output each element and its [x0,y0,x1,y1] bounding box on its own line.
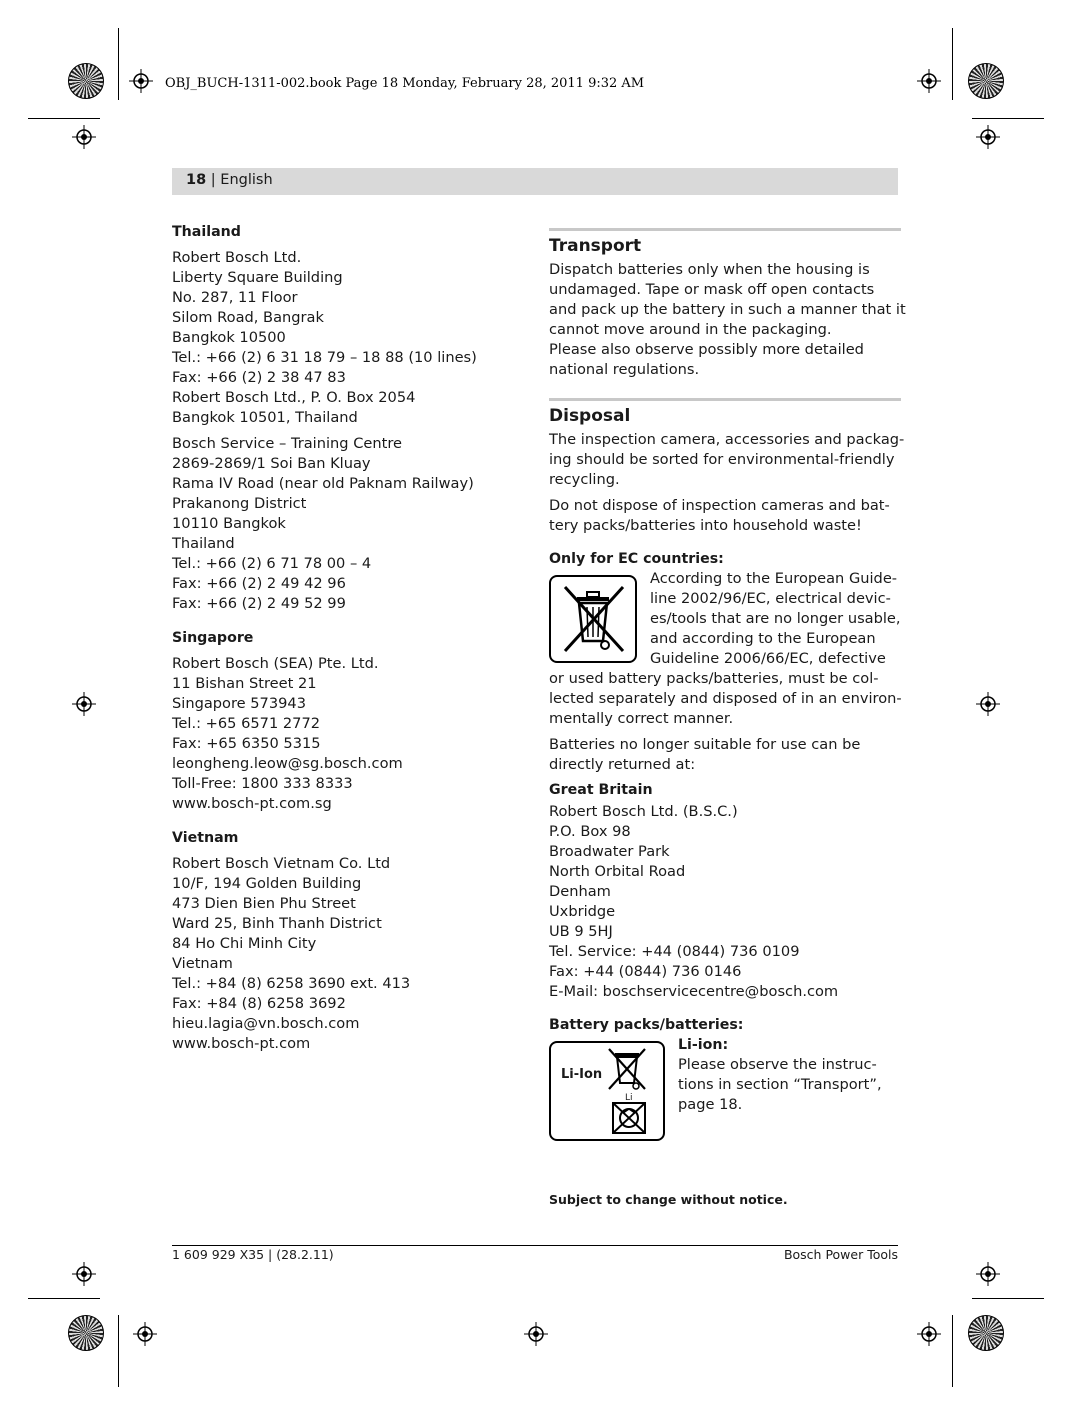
address-line: Denham [549,883,611,900]
text-line: es/tools that are no longer usable, [650,610,901,627]
right-column [549,222,906,1145]
disposal-text-1 [549,430,905,490]
address-line: Bangkok 10501, Thailand [172,409,358,426]
text-line: undamaged. Tape or mask off open contacts [549,281,875,298]
liion-heading: Li-ion: [678,1037,729,1053]
address-line: Tel.: +65 6571 2772 [172,715,321,732]
text-line: directly returned at: [549,756,696,773]
liion-recycling-icon [549,1041,665,1141]
address-line: Tel. Service: +44 (0844) 736 0109 [549,943,800,960]
registration-target-icon [976,125,1000,149]
great-britain-heading: Great Britain [549,782,653,798]
address-line: Uxbridge [549,903,616,920]
email-link[interactable]: leongheng.leow@sg.bosch.com [172,755,403,772]
address-line: Robert Bosch Vietnam Co. Ltd [172,855,391,872]
address-line: Fax: +44 (0844) 736 0146 [549,963,742,980]
text-line: line 2002/96/EC, electrical devic- [650,590,891,607]
battery-heading: Battery packs/batteries: [549,1017,744,1033]
weee-block [549,570,901,675]
address-line: Robert Bosch Ltd. [172,249,302,266]
text-line: The inspection camera, accessories and packag- [549,431,905,448]
address-line: Toll-Free: 1800 333 8333 [172,775,353,792]
page-header-bar [172,168,898,195]
address-line: 84 Ho Chi Minh City [172,935,317,952]
text-line: tions in section “Transport”, [678,1076,882,1093]
address-line: Tel.: +66 (2) 6 71 78 00 – 4 [172,555,372,572]
text-line: According to the European Guide- [650,570,898,587]
address-line: Fax: +84 (8) 6258 3692 [172,995,346,1012]
text-line[interactable]: page 18. [678,1096,743,1113]
registration-target-icon [72,1262,96,1286]
registration-target-icon [917,1322,941,1346]
page-header [186,172,273,188]
weee-wrap-text [650,569,902,669]
address-line: Singapore 573943 [172,695,306,712]
address-line: Robert Bosch (SEA) Pte. Ltd. [172,655,379,672]
registration-wheel-icon [968,1315,1004,1351]
text-line: lected separately and disposed of in an environ- [549,690,902,707]
text-line: Guideline 2006/66/EC, defective [650,650,886,667]
address-line: Liberty Square Building [172,269,343,286]
subject-to-change-note: Subject to change without notice. [549,1192,788,1207]
address-line: 473 Dien Bien Phu Street [172,895,356,912]
text-line: or used battery packs/batteries, must be col- [549,670,879,687]
great-britain-address [549,802,901,1002]
address-line: Fax: +65 6350 5315 [172,735,321,752]
registration-target-icon [917,69,941,93]
registration-target-icon [72,692,96,716]
address-line: 10/F, 194 Golden Building [172,875,362,892]
liion-icon-label: Li-Ion [561,1067,603,1082]
address-line: Fax: +66 (2) 2 49 52 99 [172,595,346,612]
weee-full-text [549,669,901,729]
address-line: Rama IV Road (near old Paknam Railway) [172,475,474,492]
text-line: Batteries no longer suitable for use can be [549,736,861,753]
header-language: English [220,172,273,188]
registration-target-icon [133,1322,157,1346]
address-line: No. 287, 11 Floor [172,289,298,306]
transport-title: Transport [549,236,642,256]
left-column [172,222,522,1054]
address-line: Tel.: +84 (8) 6258 3690 ext. 413 [172,975,411,992]
address-line: 2869-2869/1 Soi Ban Kluay [172,455,371,472]
header-separator: | [206,172,221,188]
address-line: Broadwater Park [549,843,670,860]
liion-block [549,1037,901,1145]
address-line: Bangkok 10500 [172,329,286,346]
ec-countries-heading: Only for EC countries: [549,551,724,567]
email-link[interactable]: E-Mail: boschservicecentre@bosch.com [549,983,839,1000]
address-line: Thailand [172,535,235,552]
text-line: tery packs/batteries into household waste! [549,517,862,534]
text-line: national regulations. [549,361,700,378]
registration-wheel-icon [68,63,104,99]
address-line: North Orbital Road [549,863,686,880]
address-line: 11 Bishan Street 21 [172,675,317,692]
address-line: Silom Road, Bangrak [172,309,324,326]
print-info: OBJ_BUCH-1311-002.book Page 18 Monday, February 28, 2011 9:32 AM [165,76,645,91]
address-line: Vietnam [172,955,233,972]
address-line: Fax: +66 (2) 2 38 47 83 [172,369,346,386]
footer-rule [172,1245,898,1246]
registration-wheel-icon [68,1315,104,1351]
text-line: Do not dispose of inspection cameras and bat- [549,497,890,514]
vietnam-address [172,854,522,1054]
liion-text [678,1035,902,1115]
text-line: recycling. [549,471,620,488]
address-line: UB 9 5HJ [549,923,613,940]
singapore-heading: Singapore [172,630,254,646]
registration-target-icon [976,1262,1000,1286]
returned-text [549,735,901,775]
text-line: and according to the European [650,630,876,647]
website-link[interactable]: www.bosch-pt.com.sg [172,795,332,812]
address-line: Prakanong District [172,495,307,512]
disposal-title: Disposal [549,406,631,426]
text-line: Please observe the instruc- [678,1056,877,1073]
address-line: Robert Bosch Ltd. (B.S.C.) [549,803,738,820]
registration-target-icon [72,125,96,149]
vietnam-heading: Vietnam [172,830,239,846]
address-line: Bosch Service – Training Centre [172,435,402,452]
thailand-address-2 [172,434,522,614]
address-line: 10110 Bangkok [172,515,286,532]
text-line: Please also observe possibly more detailed [549,341,864,358]
footer-brand: Bosch Power Tools [783,1247,898,1262]
registration-target-icon [524,1322,548,1346]
registration-target-icon [976,692,1000,716]
website-link[interactable]: www.bosch-pt.com [172,1035,311,1052]
registration-target-icon [129,69,153,93]
transport-text [549,260,906,380]
disposal-text-2 [549,496,901,536]
address-line: Fax: +66 (2) 2 49 42 96 [172,575,346,592]
text-line: Dispatch batteries only when the housing is [549,261,870,278]
page-number: 18 [186,172,207,188]
singapore-address [172,654,522,814]
thailand-heading: Thailand [172,224,241,240]
address-line: Ward 25, Binh Thanh District [172,915,382,932]
thailand-address-1 [172,248,522,428]
text-line: cannot move around in the packaging. [549,321,832,338]
address-line: Tel.: +66 (2) 6 31 18 79 – 18 88 (10 lines) [172,349,477,366]
text-line: and pack up the battery in such a manner that it [549,301,906,318]
text-line: ing should be sorted for environmental-friendly [549,451,895,468]
address-line: P.O. Box 98 [549,823,631,840]
address-line: Robert Bosch Ltd., P. O. Box 2054 [172,389,416,406]
registration-wheel-icon [968,63,1004,99]
liion-icon-sublabel: Li [625,1093,633,1103]
weee-bin-icon [549,575,637,663]
text-line: mentally correct manner. [549,710,734,727]
footer-doc-number: 1 609 929 X35 | (28.2.11) [172,1247,334,1262]
email-link[interactable]: hieu.lagia@vn.bosch.com [172,1015,360,1032]
